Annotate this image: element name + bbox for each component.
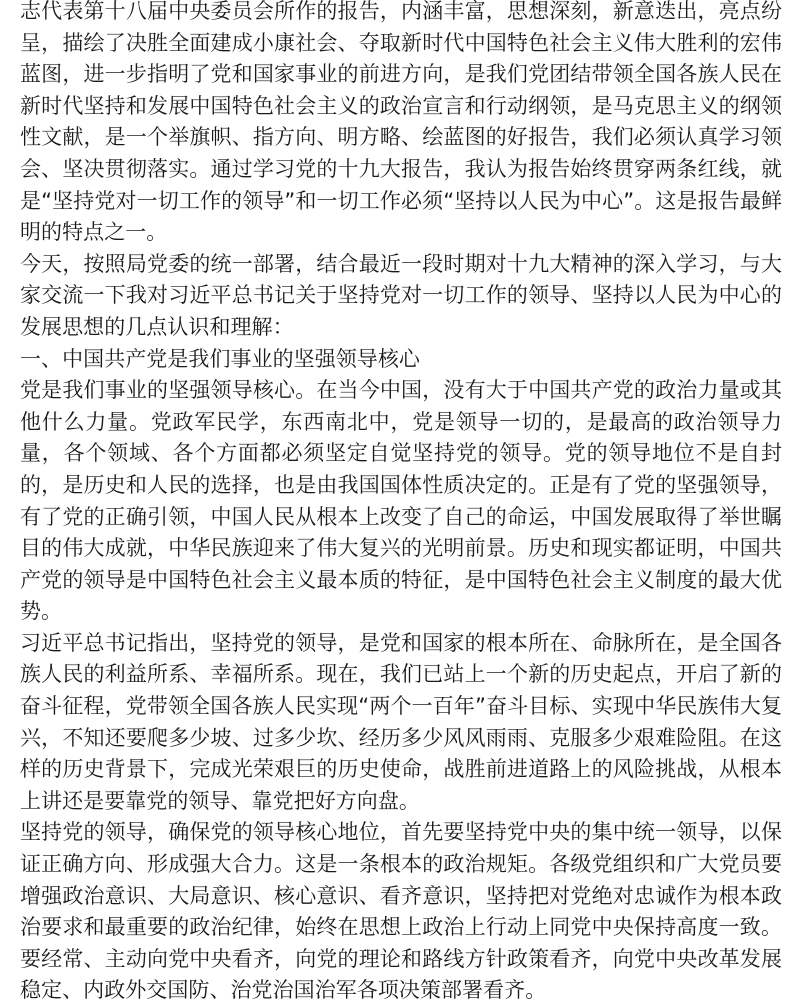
paragraph-intro: 志代表第十八届中央委员会所作的报告，内涵丰富，思想深刻，新意迭出，亮点纷呈，描绘了决胜全面建成小康社会、夺取新时代中国特色社会主义伟大胜利的宏伟蓝图，进一步指明了党和国家事业的前进方向，是我们党团结带领全国各族人民在新时代坚持和发展中国特色社会主义的政治宣言和行动纲领，是马克思主义的纲领性文献，是一个举旗帜、指方向、明方略、绘蓝图的好报告，我们必须认真学习领会、坚决贯彻落实。通过学习党的十九大报告，我认为报告始终贯穿两条红线，就是“坚持党对一切工作的领导”和一切工作必须“坚持以人民为中心”。这是报告最鲜明的特点之一。: [20, 0, 782, 245]
document-body: [20, 0, 782, 1007]
paragraph-central-leadership: 坚持党的领导，确保党的领导核心地位，首先要坚持党中央的集中统一领导，以保证正确方向、形成强大合力。这是一条根本的政治规矩。各级党组织和广大党员要增强政治意识、大局意识、核心意识、看齐意识，坚持把对党绝对忠诚作为根本政治要求和最重要的政治纪律，始终在思想上政治上行动上同党中央保持高度一致。要经常、主动向党中央看齐，向党的理论和路线方针政策看齐，向党中央改革发展稳定、内政外交国防、治党治国治军各项决策部署看齐。: [20, 820, 782, 1003]
section-heading: 一、中国共产党是我们事业的坚强领导核心: [20, 346, 420, 371]
paragraph-exchange: 今天，按照局党委的统一部署，结合最近一段时期对十九大精神的深入学习，与大家交流一下我对习近平总书记关于坚持党对一切工作的领导、坚持以人民为中心的发展思想的几点认识和理解：: [20, 251, 782, 339]
paragraph-core-leadership: 党是我们事业的坚强领导核心。在当今中国，没有大于中国共产党的政治力量或其他什么力量。党政军民学，东西南北中，党是领导一切的，是最高的政治领导力量，各个领域、各个方面都必须坚定自觉坚持党的领导。党的领导地位不是自封的，是历史和人民的选择，也是由我国国体性质决定的。正是有了党的坚强领导，有了党的正确引领，中国人民从根本上改变了自己的命运，中国发展取得了举世瞩目的伟大成就，中华民族迎来了伟大复兴的光明前景。历史和现实都证明，中国共产党的领导是中国特色社会主义最本质的特征，是中国特色社会主义制度的最大优势。: [20, 378, 782, 624]
paragraph-xi-remarks: 习近平总书记指出，坚持党的领导，是党和国家的根本所在、命脉所在，是全国各族人民的利益所系、幸福所系。现在，我们已站上一个新的历史起点，开启了新的奋斗征程，党带领全国各族人民实现“两个一百年”奋斗目标、实现中华民族伟大复兴，不知还要爬多少坡、过多少坎、经历多少风风雨雨、克服多少艰难险阻。在这样的历史背景下，完成光荣艰巨的历史使命，战胜前进道路上的风险挑战，从根本上讲还是要靠党的领导、靠党把好方向盘。: [20, 630, 782, 813]
